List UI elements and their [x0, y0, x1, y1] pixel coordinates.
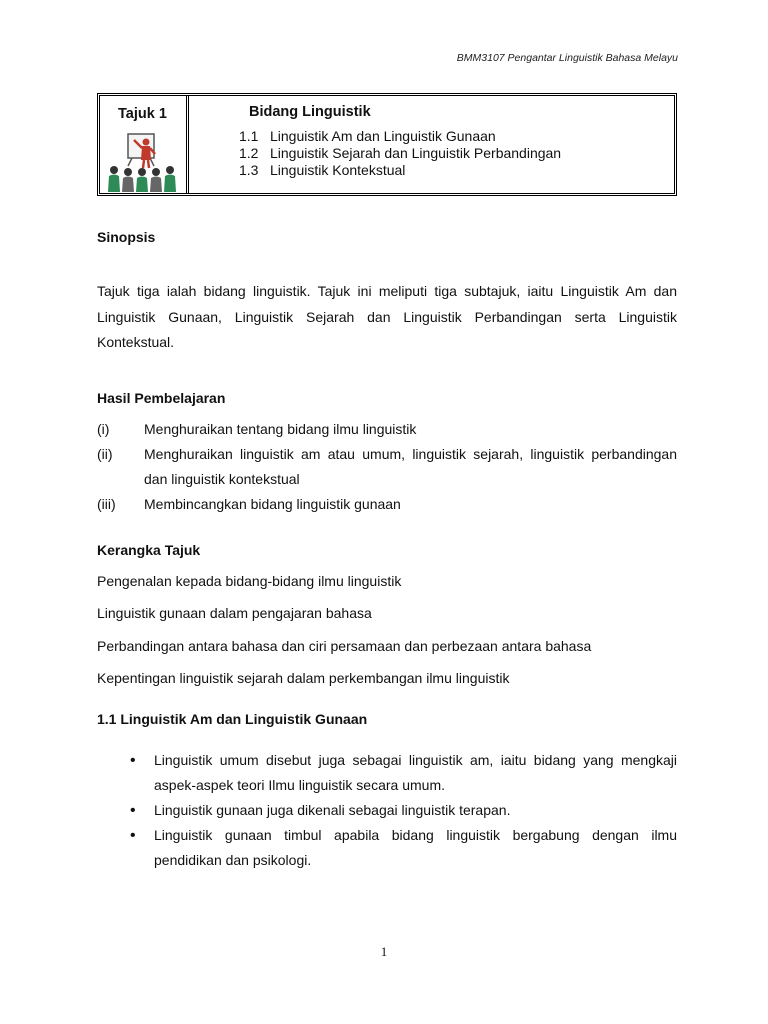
outcome-marker: (i) [97, 421, 110, 437]
bullet-item [97, 798, 677, 823]
subtopic-item [239, 145, 561, 162]
topic-label-cell [100, 96, 189, 193]
bullet-icon: • [130, 802, 136, 819]
outcomes-list [97, 417, 677, 517]
topic-label: Tajuk 1 [118, 106, 167, 122]
subtopic-number: 1.3 [239, 162, 259, 178]
subtopic-number: 1.2 [239, 145, 259, 161]
outcome-text: Menghuraikan linguistik am atau umum, linguistik sejarah, linguistik perbandingan dan linguistik kontekstual [144, 446, 677, 487]
bullet-item [97, 748, 677, 798]
bullet-icon: • [130, 752, 136, 769]
subtopic-number: 1.1 [239, 128, 259, 144]
bullet-text: Linguistik gunaan timbul apabila bidang linguistik bergabung dengan ilmu pendidikan dan psikologi. [154, 827, 677, 868]
page-number: 1 [380, 944, 388, 959]
section-1-1-bullets [97, 748, 677, 873]
subtopic-item [239, 162, 561, 179]
framework-line: Pengenalan kepada bidang-bidang ilmu linguistik [97, 573, 402, 589]
subtopic-item [239, 128, 561, 145]
presenter-audience-icon [106, 130, 180, 197]
framework-line: Perbandingan antara bahasa dan ciri persamaan dan perbezaan antara bahasa [97, 638, 592, 654]
outcome-item [97, 442, 677, 492]
bullet-text: Linguistik umum disebut juga sebagai linguistik am, iaitu bidang yang mengkaji aspek-aspek teori Ilmu linguistik secara umum. [154, 752, 677, 793]
outcome-item [97, 417, 677, 442]
running-header: BMM3107 Pengantar Linguistik Bahasa Melayu [456, 52, 678, 64]
framework-line: Linguistik gunaan dalam pengajaran bahasa [97, 605, 372, 621]
outcome-item [97, 492, 677, 517]
topic-title: Bidang Linguistik [249, 104, 371, 120]
outcome-text: Menghuraikan tentang bidang ilmu linguistik [144, 421, 417, 437]
section-1-1-heading: 1.1 Linguistik Am dan Linguistik Gunaan [97, 711, 368, 727]
outcomes-heading: Hasil Pembelajaran [97, 390, 226, 406]
topic-box [97, 93, 677, 196]
subtopic-text: Linguistik Am dan Linguistik Gunaan [270, 128, 496, 144]
outcome-marker: (ii) [97, 446, 113, 462]
subtopic-text: Linguistik Sejarah dan Linguistik Perbandingan [270, 145, 562, 161]
sinopsis-heading: Sinopsis [97, 229, 156, 245]
sinopsis-paragraph: Tajuk tiga ialah bidang linguistik. Tajuk ini meliputi tiga subtajuk, iaitu Linguistik Am dan Linguistik Gunaan, Linguistik Sejarah dan Linguistik Perbandingan serta Linguistik Kontekstual. [97, 283, 677, 350]
outcome-text: Membincangkan bidang linguistik gunaan [144, 496, 401, 512]
subtopic-text: Linguistik Kontekstual [270, 162, 406, 178]
bullet-text: Linguistik gunaan juga dikenali sebagai linguistik terapan. [154, 802, 511, 818]
outcome-marker: (iii) [97, 496, 116, 512]
framework-heading: Kerangka Tajuk [97, 542, 201, 558]
bullet-item [97, 823, 677, 873]
bullet-icon: • [130, 827, 136, 844]
subtopic-list [239, 128, 561, 179]
framework-line: Kepentingan linguistik sejarah dalam perkembangan ilmu linguistik [97, 670, 510, 686]
topic-content-cell [189, 96, 674, 193]
